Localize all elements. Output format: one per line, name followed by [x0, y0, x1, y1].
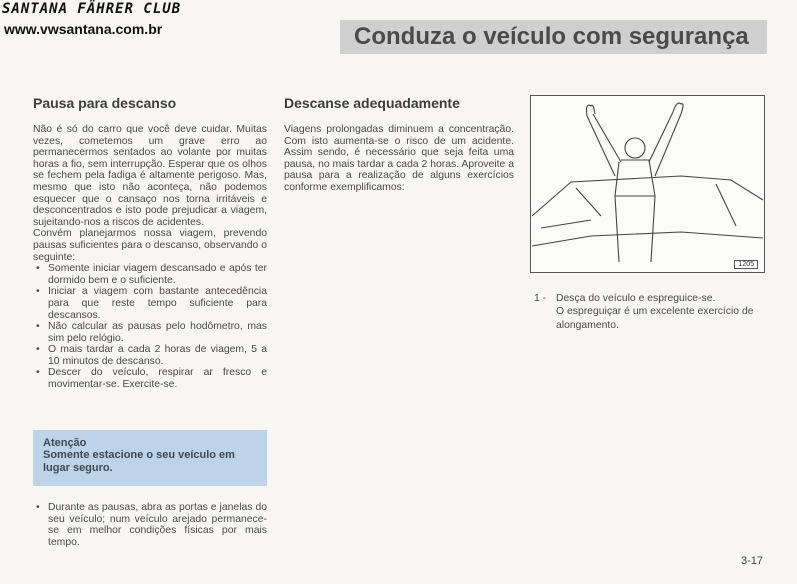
- warning-callout: [33, 430, 267, 486]
- left-heading: Pausa para descanso: [33, 95, 177, 111]
- middle-column: [284, 124, 514, 194]
- stretch-illustration: [530, 95, 765, 273]
- caption-line-2: O espreguiçar é um excelente exercício de alongamento.: [556, 306, 754, 331]
- list-item: • Iniciar a viagem com bastante antecedência para que reste tempo suficiente para descansos.: [33, 286, 267, 321]
- left-paragraph-1: Não é só do carro que você deve cuidar. Muitas vezes, cometemos um grave erro ao permanecermos sentados ao volante por muitas horas a fio, sem interrupção. Esperar que os olhos se fechem pela fadiga é altamente perigoso. Mas, mesmo que isto não aconteça, não podemos esquecer que o cansaço nos torna irritáveis e desconcentrados e isto pode prejudicar a viagem, sujeitando-nos a riscos de acidentes.: [33, 124, 267, 228]
- page-title: Conduza o veículo com segurança: [354, 23, 749, 50]
- bottom-bullet-list: [33, 502, 267, 548]
- left-paragraph-2: Convém planejarmos nossa viagem, prevendo pausas suficientes para o descanso, observando o seguinte:: [33, 228, 267, 263]
- list-item: • Somente iniciar viagem descansado e após ter dormido bem e o suficiente.: [33, 263, 267, 286]
- club-name: SANTANA FÄHRER CLUB: [2, 1, 182, 17]
- figure-caption: [534, 292, 766, 332]
- list-item: • Descer do veículo, respirar ar fresco e movimentar-se. Exercite-se.: [33, 367, 267, 390]
- person-stretching-image: [531, 96, 764, 272]
- left-column-bottom: [33, 502, 267, 548]
- caption-line-1: Desça do veículo e espreguice-se.: [556, 293, 716, 304]
- caption-number: 1 -: [534, 293, 547, 304]
- warning-text: Somente estacione o seu veículo em lugar seguro.: [43, 449, 235, 474]
- list-item: • Durante as pausas, abra as portas e janelas do seu veículo; num veículo arejado permanece-se em melhor condições físicas por mais tempo.: [33, 502, 267, 548]
- middle-paragraph: Viagens prolongadas diminuem a concentração. Com isto aumenta-se o risco de um acidente. Assim sendo, é necessário que seja feita uma pausa, no mais tardar a cada 2 horas. Aproveite a pausa para a realização de alguns exercícios conforme exemplificamos:: [284, 124, 514, 193]
- page-number: 3-17: [741, 555, 764, 567]
- list-item: • Não calcular as pausas pelo hodômetro, mas sim pelo relógio.: [33, 321, 267, 344]
- left-column: [33, 124, 267, 391]
- warning-heading: Atenção: [43, 437, 87, 449]
- site-url: www.vwsantana.com.br: [4, 21, 163, 37]
- middle-heading: Descanse adequadamente: [284, 95, 460, 111]
- left-bullet-list: [33, 263, 267, 391]
- list-item: • O mais tardar a cada 2 horas de viagem, 5 a 10 minutos de descanso.: [33, 344, 267, 367]
- figure-number: 1205: [734, 260, 758, 269]
